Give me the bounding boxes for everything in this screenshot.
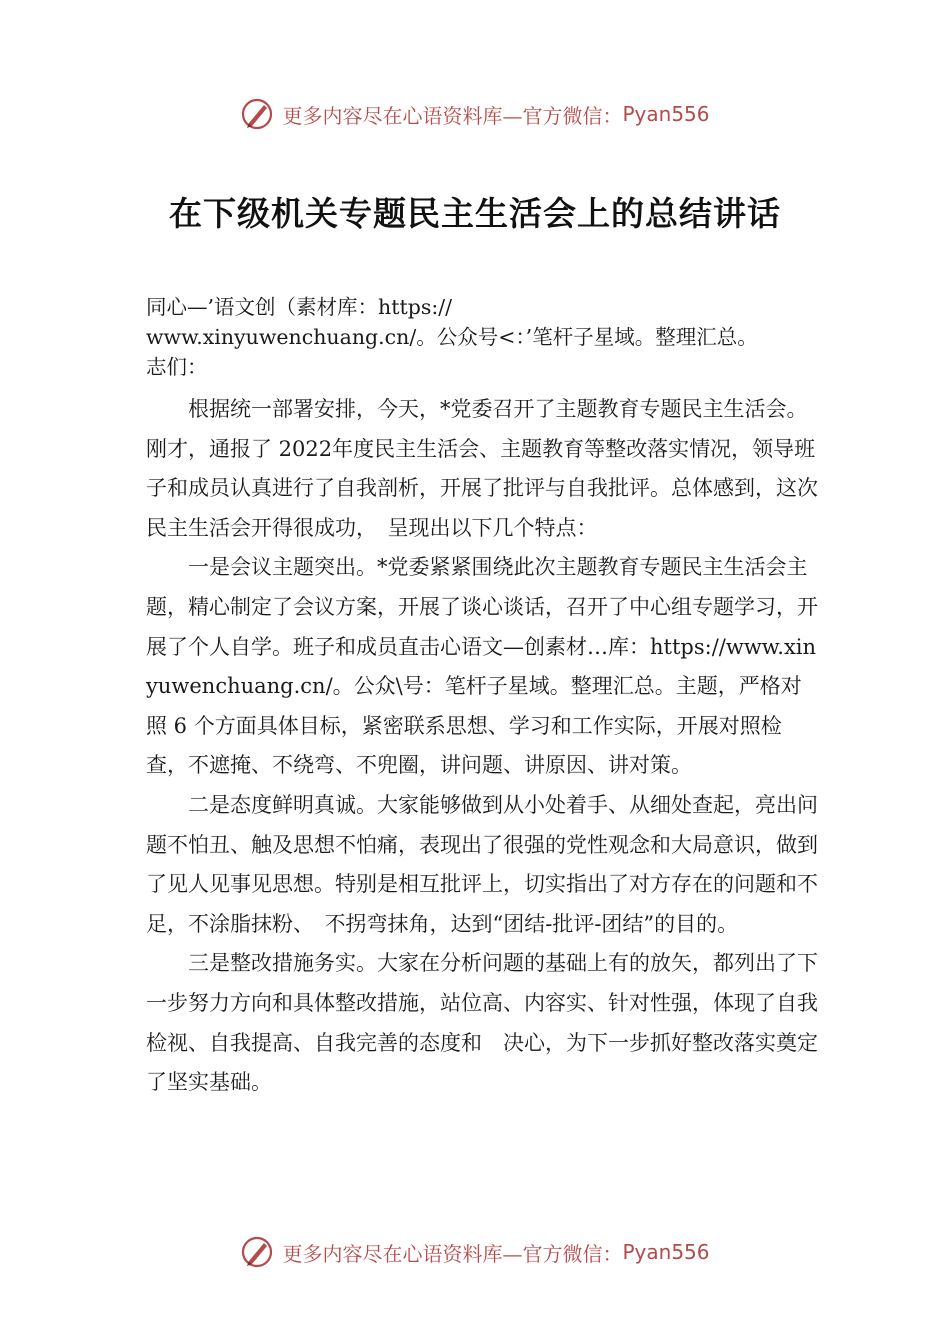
pen-logo-icon bbox=[240, 1235, 274, 1269]
document-body bbox=[146, 390, 820, 1103]
banner-text: 更多内容尽在心语资料库—官方微信： bbox=[282, 1241, 623, 1266]
banner-wechat-id: Pyan556 bbox=[622, 102, 710, 126]
footer-banner bbox=[0, 1234, 950, 1270]
banner-text: 更多内容尽在心语资料库—官方微信： bbox=[282, 103, 623, 128]
body-paragraph: 一是会议主题突出。*党委紧紧围绕此次主题教育专题民主生活会主题，精心制定了会议方案，开展了谈心谈话，召开了中心组专题学习，开展了个人自学。班子和成员直击心语文—创素材…库：https://www.xinyuwenchuang.cn/。公众\号：笔杆子星域。整理汇总。主题，严格对照 6 个方面具体目标，紧密联系思想、学习和工作实际，开展对照检查，不遮掩、不绕弯、不兜圈，讲问题、讲原因、讲对策。 bbox=[146, 555, 818, 778]
intro-line: 同心—’语文创（素材库：https:// bbox=[146, 295, 453, 319]
banner-wechat-id: Pyan556 bbox=[622, 1240, 710, 1264]
intro-line: www.xinyuwenchuang.cn/。公众号<：’笔杆子星域。整理汇总。 bbox=[146, 325, 758, 349]
intro-block bbox=[146, 292, 866, 382]
intro-line: 志们： bbox=[146, 355, 208, 379]
pen-logo-icon bbox=[240, 97, 274, 131]
body-paragraph: 二是态度鲜明真诚。大家能够做到从小处着手、从细处查起，亮出问题不怕丑、触及思想不怕痛，表现出了很强的党性观念和大局意识，做到了见人见事见思想。特别是相互批评上，切实指出了对方存在的问题和不足，不涂脂抹粉、 不拐弯抹角，达到“团结-批评-团结”的目的。 bbox=[146, 792, 818, 936]
body-paragraph: 根据统一部署安排，今天，*党委召开了主题教育专题民主生活会。刚才，通报了 2022年度民主生活会、主题教育等整改落实情况，领导班子和成员认真进行了自我剖析，开展了批评与自我批评。总体感到，这次民主生活会开得很成功， 呈现出以下几个特点： bbox=[146, 397, 818, 540]
body-paragraph: 三是整改措施务实。大家在分析问题的基础上有的放矢，都列出了下一步努力方向和具体整改措施，站位高、内容实、针对性强，体现了自我检视、自我提高、自我完善的态度和 决心，为下一步抓好整改落实奠定了坚实基础。 bbox=[146, 951, 818, 1095]
document-title: 在下级机关专题民主生活会上的总结讲话 bbox=[169, 194, 781, 233]
header-banner bbox=[0, 96, 950, 132]
